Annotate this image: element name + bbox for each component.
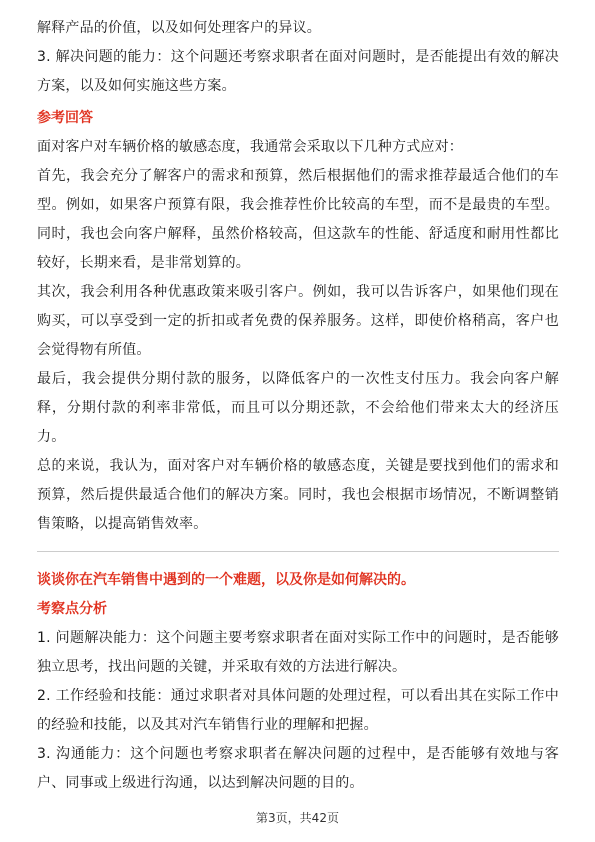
answer-paragraph-last: 最后，我会提供分期付款的服务，以降低客户的一次性支付压力。我会向客户解释，分期付款的利率非常低，而且可以分期还款，不会给他们带来太大的经济压力。: [37, 371, 559, 445]
analysis-point-3b: 3. 沟通能力：这个问题也考察求职者在解决问题的过程中，是否能够有效地与客户、同事或上级进行沟通，以达到解决问题的目的。: [37, 746, 559, 791]
analysis-point-1: 1. 问题解决能力：这个问题主要考察求职者在面对实际工作中的问题时，是否能够独立思考，找出问题的关键，并采取有效的方法进行解决。: [37, 630, 559, 675]
question-title: 谈谈你在汽车销售中遇到的一个难题，以及你是如何解决的。: [37, 572, 415, 588]
page-number: 第3页，共42页: [256, 811, 339, 825]
answer-paragraph-intro: 面对客户对车辆价格的敏感态度，我通常会采取以下几种方式应对：: [37, 139, 463, 155]
analysis-heading: 考察点分析: [37, 601, 107, 617]
reference-answer-heading: 参考回答: [37, 110, 93, 126]
continued-text: 解释产品的价值，以及如何处理客户的异议。: [37, 20, 321, 36]
analysis-point-2: 2. 工作经验和技能：通过求职者对具体问题的处理过程，可以看出其在实际工作中的经验和技能，以及其对汽车销售行业的理解和把握。: [37, 688, 559, 733]
analysis-point-3: 3. 解决问题的能力：这个问题还考察求职者在面对问题时，是否能提出有效的解决方案，以及如何实施这些方案。: [37, 49, 559, 94]
answer-paragraph-summary: 总的来说，我认为，面对客户对车辆价格的敏感态度，关键是要找到他们的需求和预算，然后提供最适合他们的解决方案。同时，我也会根据市场情况，不断调整销售策略，以提高销售效率。: [37, 458, 559, 532]
page-content: [37, 14, 559, 798]
answer-paragraph-second: 其次，我会利用各种优惠政策来吸引客户。例如，我可以告诉客户，如果他们现在购买，可以享受到一定的折扣或者免费的保养服务。这样，即使价格稍高，客户也会觉得物有所值。: [37, 284, 559, 358]
section-divider: [37, 551, 559, 552]
answer-paragraph-first: 首先，我会充分了解客户的需求和预算，然后根据他们的需求推荐最适合他们的车型。例如，如果客户预算有限，我会推荐性价比较高的车型，而不是最贵的车型。同时，我也会向客户解释，虽然价格较高，但这款车的性能、舒适度和耐用性都比较好，长期来看，是非常划算的。: [37, 168, 559, 271]
